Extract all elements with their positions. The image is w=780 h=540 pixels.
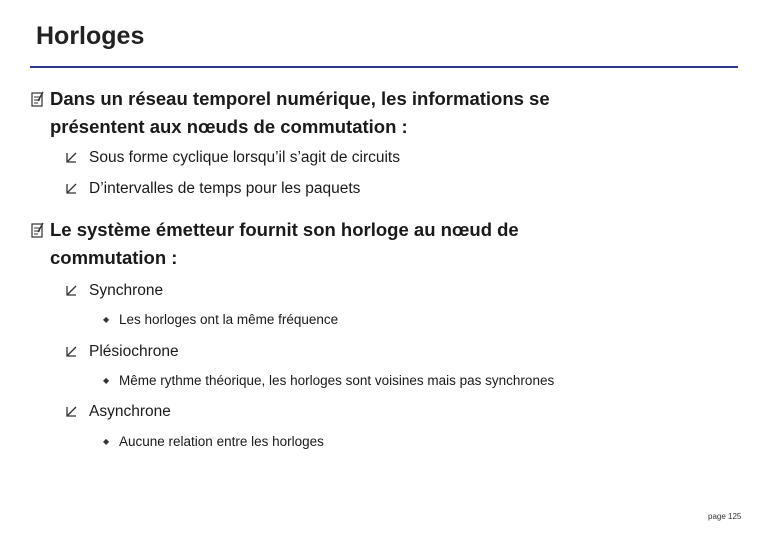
sub-bullet-asynchrone: Asynchrone <box>89 403 171 420</box>
bullet-main-1-line1: Dans un réseau temporel numérique, les informations se <box>50 88 550 109</box>
diamond-bullet-icon: ◆ <box>103 315 110 324</box>
sub-bullet-synchrone: Synchrone <box>89 282 164 299</box>
sub-bullet-plesiochrone: Plésiochrone <box>89 343 179 360</box>
check-arrow-icon <box>65 182 78 195</box>
detail-asynchrone: Aucune relation entre les horloges <box>119 434 324 449</box>
pencil-note-icon <box>31 91 45 107</box>
pencil-note-icon <box>31 222 45 238</box>
check-arrow-icon <box>65 345 78 358</box>
sub-bullet-circuits: Sous forme cyclique lorsqu’il s’agit de circuits <box>89 149 400 166</box>
bullet-main-2-line2: commutation : <box>50 247 178 268</box>
sub-bullet-paquets: D’intervalles de temps pour les paquets <box>89 180 361 197</box>
check-arrow-icon <box>65 151 78 164</box>
bullet-main-2-line1: Le système émetteur fournit son horloge au nœud de <box>50 219 519 240</box>
detail-synchrone: Les horloges ont la même fréquence <box>119 312 339 327</box>
diamond-bullet-icon: ◆ <box>103 437 110 446</box>
bullet-main-1-line2: présentent aux nœuds de commutation : <box>50 116 408 137</box>
check-arrow-icon <box>65 284 78 297</box>
title-divider <box>30 66 738 68</box>
slide-title: Horloges <box>36 22 145 50</box>
page-number: page 125 <box>708 512 742 521</box>
check-arrow-icon <box>65 405 78 418</box>
bullet-main-2 <box>50 216 710 272</box>
diamond-bullet-icon: ◆ <box>103 376 110 385</box>
bullet-main-1 <box>50 85 710 141</box>
detail-plesiochrone: Même rythme théorique, les horloges sont voisines mais pas synchrones <box>119 373 555 388</box>
